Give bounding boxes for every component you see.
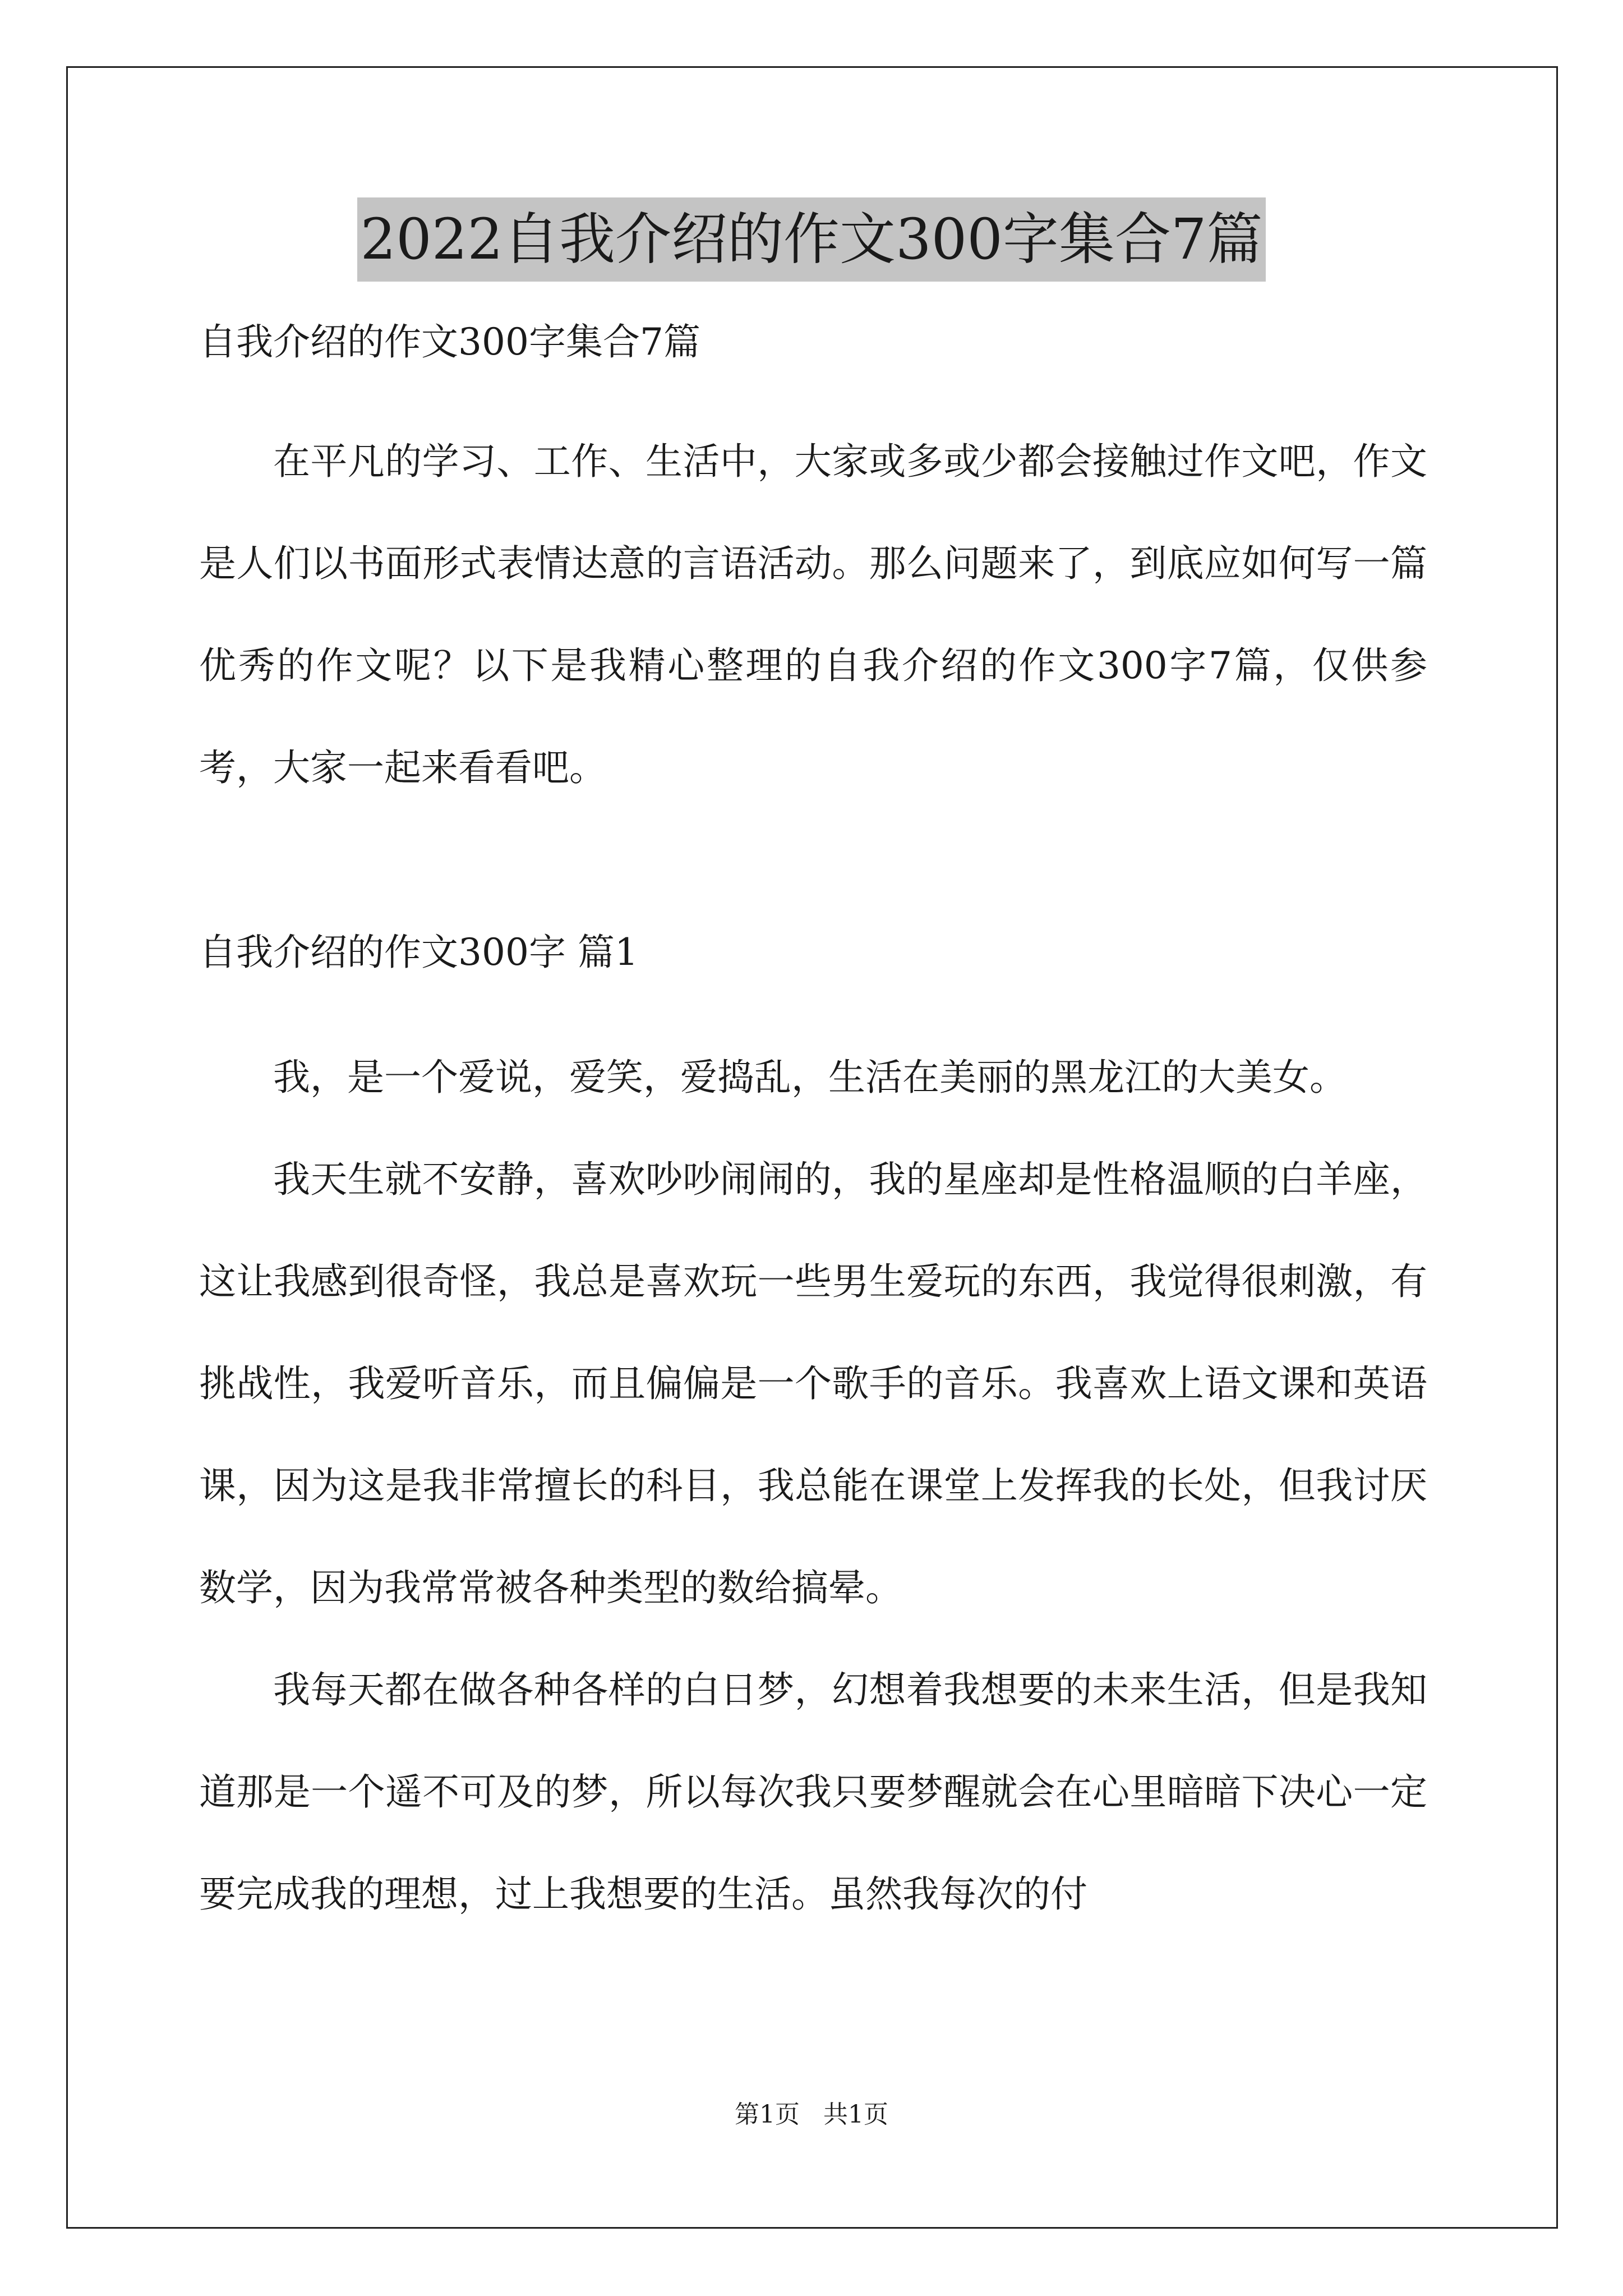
document-title: 2022自我介绍的作文300字集合7篇: [357, 197, 1266, 282]
body-paragraph-1: 我，是一个爱说，爱笑，爱捣乱，生活在美丽的黑龙江的大美女。: [273, 1056, 1347, 1099]
section-heading: 自我介绍的作文300字 篇1: [199, 931, 638, 974]
document-subtitle: 自我介绍的作文300字集合7篇: [199, 320, 700, 364]
document-body: [199, 314, 1427, 1945]
page-footer: [0, 2098, 1623, 2132]
title-container: [0, 197, 1623, 282]
page-total: 共1页: [823, 2100, 888, 2129]
intro-paragraph: 在平凡的学习、工作、生活中，大家或多或少都会接触过作文吧，作文是人们以书面形式表情达意的言语活动。那么问题来了，到底应如何写一篇优秀的作文呢？以下是我精心整理的自我介绍的作文300字7篇，仅供参考，大家一起来看看吧。: [199, 440, 1427, 789]
body-paragraph-3: 我每天都在做各种各样的白日梦，幻想着我想要的未来生活，但是我知道那是一个遥不可及的梦，所以每次我只要梦醒就会在心里暗暗下决心一定要完成我的理想，过上我想要的生活。虽然我每次的付: [199, 1668, 1427, 1916]
page-number: 第1页: [735, 2100, 800, 2129]
body-paragraph-2: 我天生就不安静，喜欢吵吵闹闹的，我的星座却是性格温顺的白羊座，这让我感到很奇怪，我总是喜欢玩一些男生爱玩的东西，我觉得很刺激，有挑战性，我爱听音乐，而且偏偏是一个歌手的音乐。我喜欢上语文课和英语课，因为这是我非常擅长的科目，我总能在课堂上发挥我的长处，但我讨厌数学，因为我常常被各种类型的数给搞晕。: [199, 1158, 1427, 1609]
